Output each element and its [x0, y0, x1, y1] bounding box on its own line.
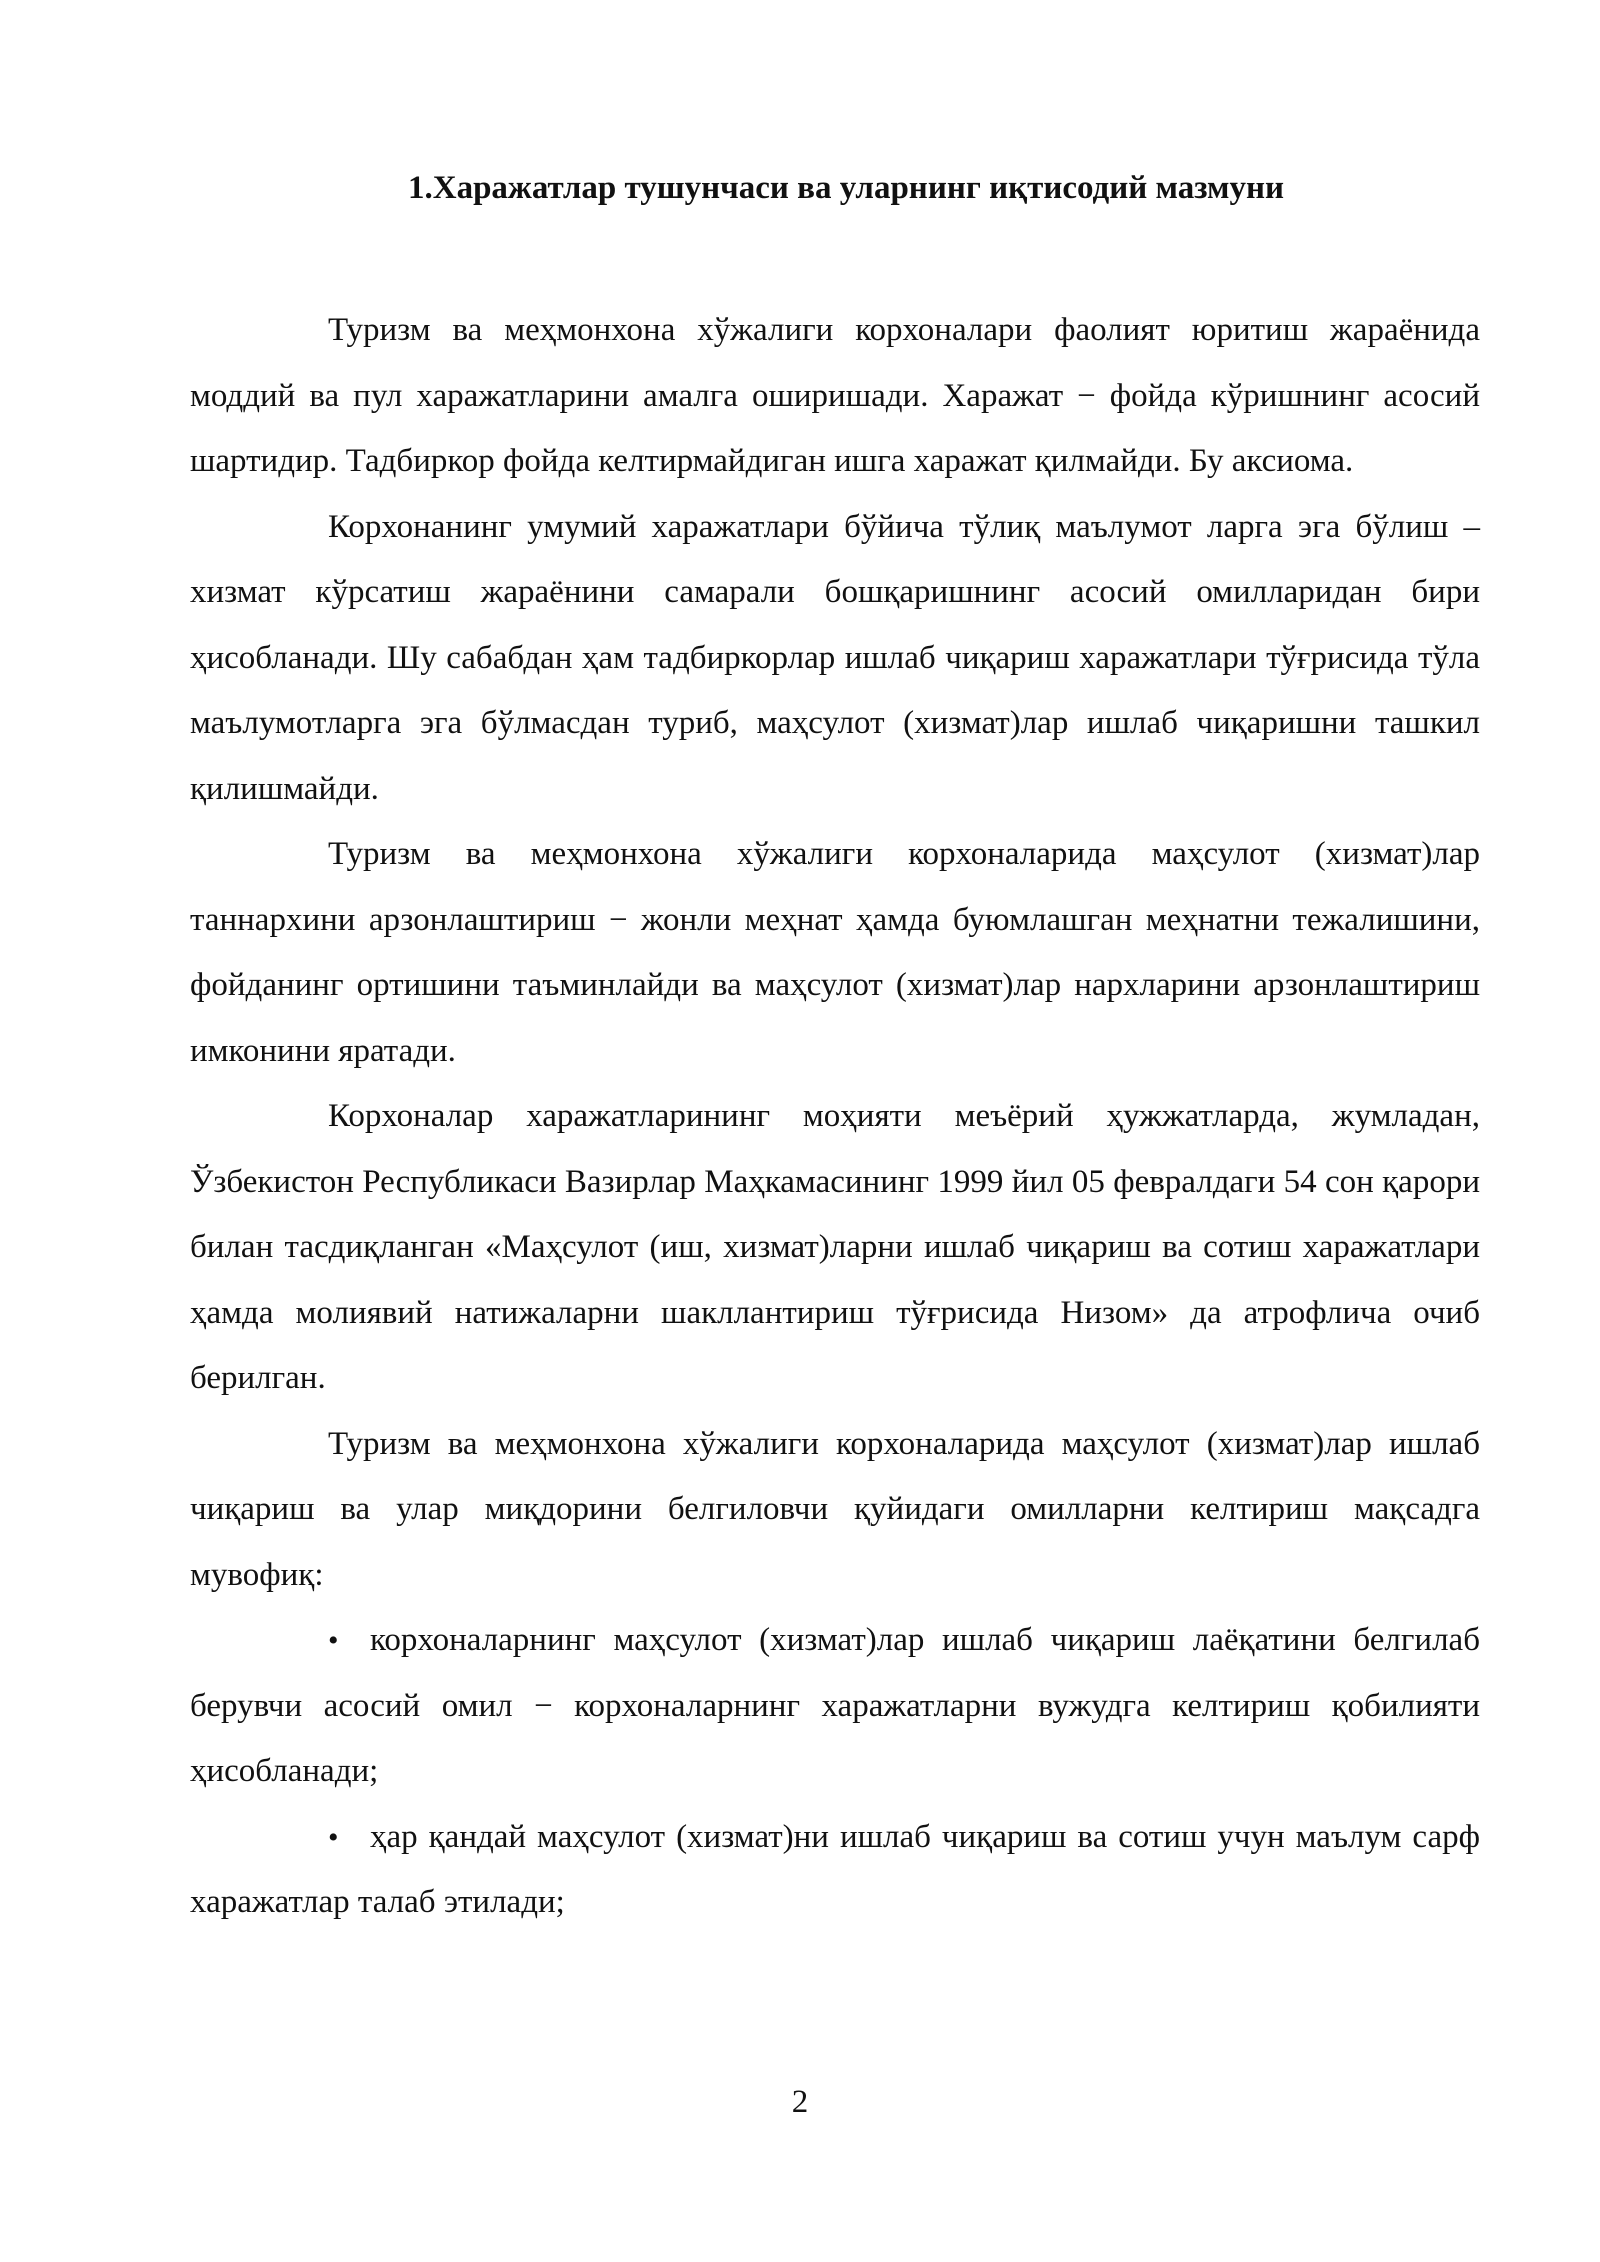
paragraph-1: Туризм ва меҳмонхона хўжалиги корхоналари фаолият юритиш жараёнида моддий ва пул харажатларини амалга оширишади. Харажат − фойда кўришнинг асосий шартидир. Тадбиркор фойда келтирмайдиган ишга харажат қилмайди. Бу аксиома.	[190, 312, 1480, 479]
bullet-icon: •	[328, 1820, 339, 1854]
paragraph-2: Корхонанинг умумий харажатлари бўйича тўлиқ маълумот ларга эга бўлиш – хизмат кўрсатиш жараёнини самарали бошқаришнинг асосий омилларидан бири ҳисобланади. Шу сабабдан ҳам тадбиркорлар ишлаб чиқариш харажатлари тўғрисида тўла маълумотларга эга бўлмасдан туриб, маҳсулот (хизмат)лар ишлаб чиқаришни ташкил қилишмайди.	[190, 508, 1480, 807]
bullet-icon: •	[328, 1624, 339, 1657]
document-body	[190, 298, 1480, 1936]
paragraph-4: Корхоналар харажатларининг моҳияти меъёрий ҳужжатларда, жумладан, Ўзбекистон Республикаси Вазирлар Маҳкамасининг 1999 йил 05 февралдаги 54 сон қарори билан тасдиқланган «Маҳсулот (иш, хизмат)ларни ишлаб чиқариш ва сотиш харажатлари ҳамда молиявий натижаларни шакллантириш тўғрисида Низом» да атрофлича очиб берилган.	[190, 1098, 1480, 1396]
bullet-text-1: корхоналарнинг маҳсулот (хизмат)лар ишлаб чиқариш лаёқатини белгилаб берувчи асосий омил − корхоналарнинг харажатларни вужудга келтириш қобилияти ҳисобланади;	[190, 1622, 1480, 1789]
bullet-item-2	[190, 1805, 1480, 1936]
paragraph-3: Туризм ва меҳмонхона хўжалиги корхоналарида маҳсулот (хизмат)лар таннархини арзонлаштириш − жонли меҳнат ҳамда буюмлашган меҳнатни тежалишини, фойданинг ортишини таъминлайди ва маҳсулот (хизмат)лар нархларини арзонлаштириш имконини яратади.	[190, 836, 1480, 1069]
paragraph-5: Туризм ва меҳмонхона хўжалиги корхоналарида маҳсулот (хизмат)лар ишлаб чиқариш ва улар миқдорини белгиловчи қуйидаги омилларни келтириш мақсадга мувофиқ:	[190, 1425, 1480, 1593]
bullet-text-2: ҳар қандай маҳсулот (хизмат)ни ишлаб чиқариш ва сотиш учун маълум сарф харажатлар талаб этилади;	[190, 1818, 1480, 1920]
page-number: 2	[791, 2084, 809, 2120]
section-heading: 1.Харажатлар тушунчаси ва уларнинг иқтисодий мазмуни	[408, 170, 1285, 206]
bullet-item-1	[190, 1608, 1480, 1805]
bullet-list	[190, 1608, 1480, 1936]
